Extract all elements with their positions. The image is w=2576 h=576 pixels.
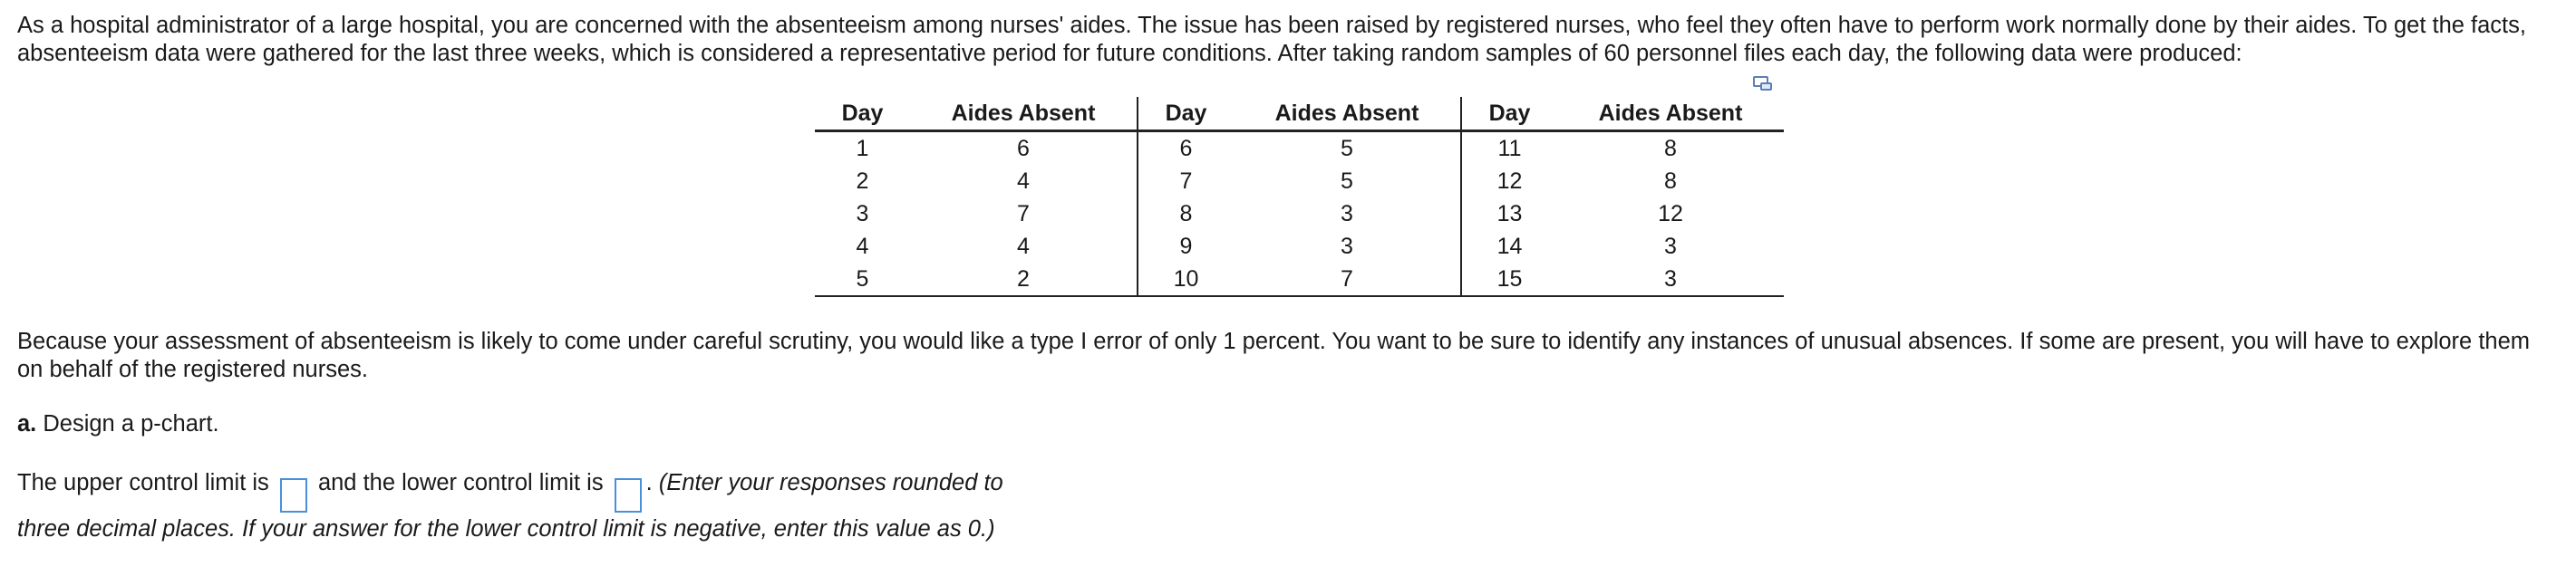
table-header-row: [815, 97, 1784, 131]
cell-absent: 2: [910, 263, 1138, 296]
cell-day: 11: [1461, 131, 1557, 166]
rounding-hint: (Enter your responses rounded to three decimal places. If your answer for the lower control limit is negative, enter this value as 0.): [17, 470, 1003, 542]
cell-absent: 6: [1017, 135, 1030, 161]
header-day-3: Day: [1461, 97, 1557, 131]
ucl-input[interactable]: [280, 478, 307, 513]
cell-day: 10: [1138, 263, 1234, 296]
cell-absent: 5: [1341, 135, 1353, 161]
header-day-2: Day: [1138, 97, 1234, 131]
lcl-label: and the lower control limit is: [311, 470, 610, 495]
table-row: [815, 197, 1784, 230]
cell-day: 15: [1461, 263, 1557, 296]
cell-day: 9: [1138, 230, 1234, 263]
part-a-prompt: [17, 410, 219, 438]
expand-table-icon[interactable]: [1753, 76, 1773, 91]
cell-absent: 8: [1664, 135, 1677, 161]
cell-day: 2: [856, 168, 869, 194]
cell-absent: 3: [1341, 200, 1353, 226]
table-row: [815, 165, 1784, 197]
cell-absent: 8: [1664, 168, 1677, 194]
cell-day: 12: [1461, 165, 1557, 197]
header-day-1: Day: [815, 97, 910, 131]
cell-day: 13: [1461, 197, 1557, 230]
cell-day: 1: [856, 135, 869, 161]
intro-paragraph: As a hospital administrator of a large hospital, you are concerned with the absenteeism among nurses' aides. The issue has been raised by registered nurses, who feel they often have to perform work normally done by their aides. To get the facts, absenteeism data were gathered for the last three weeks, which is considered a representative period for future conditions. After taking random samples of 60 personnel files each day, the following data were produced:: [17, 13, 2526, 66]
cell-absent: 4: [1017, 168, 1030, 194]
table-row: [815, 131, 1784, 166]
cell-absent: 7: [1017, 200, 1030, 226]
cell-absent: 7: [1234, 263, 1461, 296]
cell-day: 6: [1138, 131, 1234, 166]
part-a-text: Design a p-chart.: [36, 411, 219, 437]
answer-period: .: [645, 470, 659, 495]
cell-day: 14: [1461, 230, 1557, 263]
cell-absent: 3: [1557, 263, 1784, 296]
cell-day: 8: [1138, 197, 1234, 230]
part-a-label: a.: [17, 411, 37, 437]
absence-table: [815, 97, 1784, 297]
cell-day: 4: [856, 233, 869, 259]
cell-day: 3: [856, 200, 869, 226]
cell-day: 7: [1138, 165, 1234, 197]
cell-absent: 3: [1664, 233, 1677, 259]
header-aides-absent-2: Aides Absent: [1234, 97, 1461, 131]
cell-absent: 4: [1017, 233, 1030, 259]
header-aides-absent-3: Aides Absent: [1557, 97, 1784, 131]
answer-line: [17, 466, 1060, 545]
table-row: [815, 263, 1784, 296]
header-aides-absent-1: Aides Absent: [910, 97, 1138, 131]
table-row: [815, 230, 1784, 263]
cell-absent: 5: [1341, 168, 1353, 194]
ucl-label: The upper control limit is: [17, 470, 276, 495]
absence-table-container: [815, 97, 1784, 297]
cell-absent: 3: [1341, 233, 1353, 259]
lcl-input[interactable]: [615, 478, 642, 513]
cell-absent: 12: [1658, 200, 1683, 226]
scrutiny-paragraph: Because your assessment of absenteeism is likely to come under careful scrutiny, you would like a type I error of only 1 percent. You want to be sure to identify any instances of unusual absences. If some are present, you will have to explore them on behalf of the registered nurses.: [17, 329, 2531, 382]
cell-day: 5: [815, 263, 910, 296]
